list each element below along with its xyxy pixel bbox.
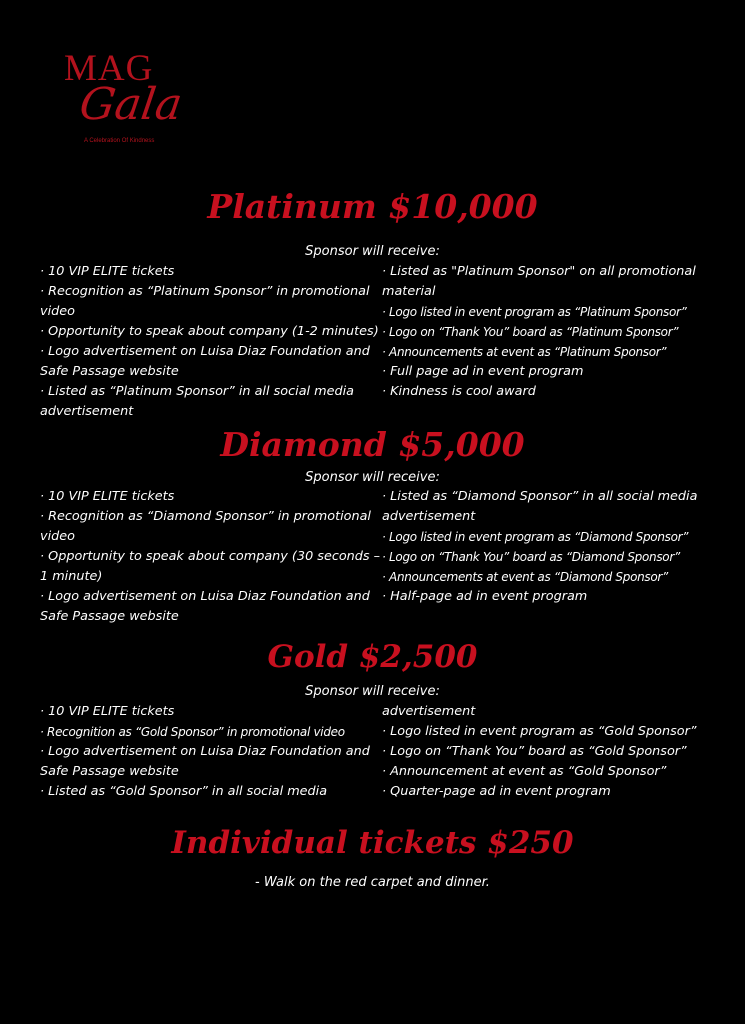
list-item: · Recognition as “Platinum Sponsor” in promotional video: [40, 284, 370, 319]
list-item: · Logo on “Thank You” board as “Gold Sponsor”: [382, 744, 687, 759]
list-item: · 10 VIP ELITE tickets: [40, 704, 175, 719]
list-item: · Recognition as “Diamond Sponsor” in promotional video: [40, 509, 371, 544]
list-item: · Quarter-page ad in event program: [382, 784, 611, 799]
list-item: · Half-page ad in event program: [382, 589, 588, 604]
gold-title: Gold $2,500: [267, 639, 478, 675]
list-item: · Opportunity to speak about company (30 seconds – 1 minute): [40, 549, 381, 584]
list-item: · Logo advertisement on Luisa Diaz Foundation and Safe Passage website: [40, 744, 370, 779]
list-item: · Listed as “Platinum Sponsor” in all social media advertisement: [40, 384, 355, 419]
list-item: · Kindness is cool award: [382, 384, 536, 399]
list-item: · Opportunity to speak about company (1-2 minutes): [40, 324, 379, 339]
diamond-benefits-left: [40, 487, 385, 627]
list-item: · 10 VIP ELITE tickets: [40, 489, 175, 504]
gold-subtitle: Sponsor will receive:: [305, 684, 440, 699]
platinum-benefits-left: [40, 262, 385, 422]
list-item: · Listed as “Gold Sponsor” in all social media: [40, 784, 328, 799]
list-item: · Full page ad in event program: [382, 364, 584, 379]
gold-benefits-left: [40, 702, 385, 802]
individual-title: Individual tickets $250: [171, 825, 574, 861]
diamond-benefits-right: [382, 487, 722, 607]
gold-benefits-right: [382, 702, 722, 802]
list-item: · Logo advertisement on Luisa Diaz Foundation and Safe Passage website: [40, 589, 370, 624]
list-item: · Listed as “Diamond Sponsor” in all social media advertisement: [382, 489, 698, 524]
list-item: · Logo listed in event program as “Platinum Sponsor”: [382, 305, 687, 319]
list-item: · Listed as "Platinum Sponsor" on all promotional material: [382, 264, 696, 299]
list-item: · Logo on “Thank You” board as “Platinum Sponsor”: [382, 325, 679, 339]
list-item: · Announcement at event as “Gold Sponsor”: [382, 764, 667, 779]
logo-gala-script: Gala: [76, 79, 186, 130]
list-item: · Logo listed in event program as “Gold Sponsor”: [382, 724, 697, 739]
list-item: advertisement: [382, 704, 476, 719]
individual-note: - Walk on the red carpet and dinner.: [255, 875, 490, 890]
list-item: · Announcements at event as “Diamond Sponsor”: [382, 570, 668, 584]
list-item: · Announcements at event as “Platinum Sponsor”: [382, 345, 667, 359]
platinum-benefits-right: [382, 262, 722, 402]
diamond-title: Diamond $5,000: [220, 425, 525, 464]
platinum-subtitle: Sponsor will receive:: [305, 244, 440, 259]
diamond-subtitle: Sponsor will receive:: [305, 470, 440, 485]
list-item: · 10 VIP ELITE tickets: [40, 264, 175, 279]
logo-mag-text: MAG: [64, 48, 154, 89]
list-item: · Logo on “Thank You” board as “Diamond Sponsor”: [382, 550, 680, 564]
list-item: · Logo listed in event program as “Diamond Sponsor”: [382, 530, 689, 544]
logo-tagline: A Celebration Of Kindness: [84, 138, 155, 144]
platinum-title: Platinum $10,000: [207, 187, 538, 226]
list-item: · Logo advertisement on Luisa Diaz Foundation and Safe Passage website: [40, 344, 370, 379]
mag-gala-logo: [64, 50, 204, 150]
list-item: · Recognition as “Gold Sponsor” in promotional video: [40, 725, 345, 739]
